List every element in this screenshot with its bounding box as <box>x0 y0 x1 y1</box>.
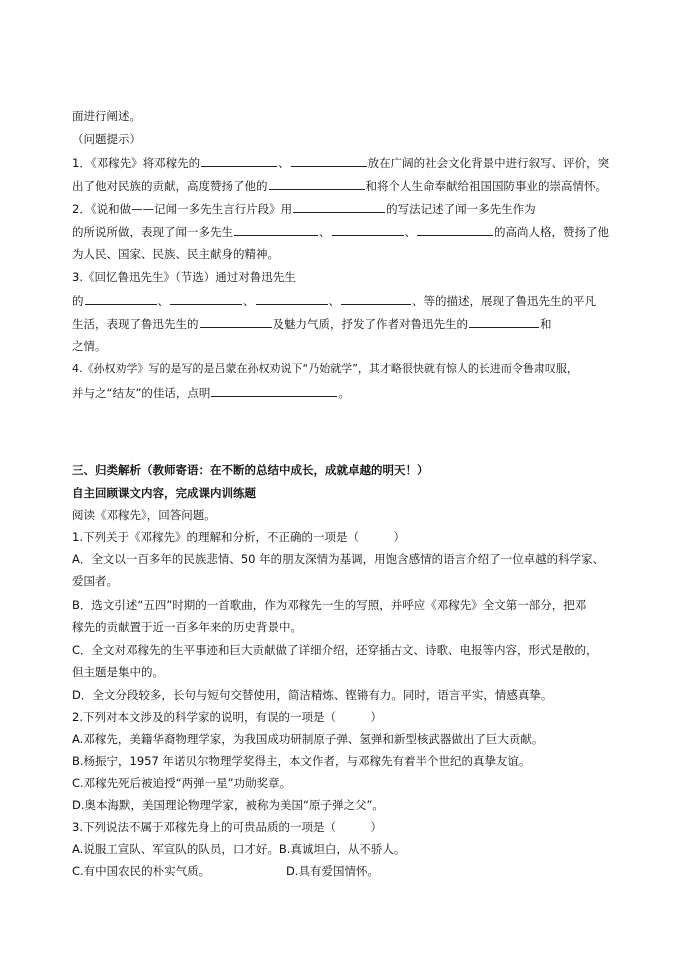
text-line: 面进行阐述。 <box>72 109 141 123</box>
answer-option: C.邓稼先死后被追授“两弹一星”功勋奖章。 <box>72 776 292 790</box>
answer-blank <box>417 223 493 236</box>
answer-option-cont: 但主题是集中的。 <box>72 665 164 679</box>
text-segment: 放在广阔的社会文化背景中进行叙写、评价，突 <box>367 156 610 170</box>
text-segment: 并与之“结友”的佳话，点明 <box>72 386 211 400</box>
text-segment: 和 <box>540 317 552 331</box>
answer-option: D．全文分段较多，长句与短句交替使用，简洁精炼、铿锵有力。同时，语言平实，情感真挚。 <box>72 688 553 702</box>
answer-option-cont: 稼先的贡献置于近一百多年来的历史背景中。 <box>72 620 302 634</box>
text-line: 之情。 <box>72 339 107 353</box>
answer-option: A.说服工宣队、军宣队的队员，口才好。B.真诚坦白，从不骄人。 <box>72 842 406 856</box>
answer-blank <box>269 177 365 190</box>
answer-option: B.杨振宁，1957 年诺贝尔物理学奖得主，本文作者，与邓稼先有着半个世纪的真挚友谊。 <box>72 754 531 768</box>
question-stem: 1.下列关于《邓稼先》的理解和分析，不正确的一项是（ ） <box>72 530 405 544</box>
text-segment: 、 <box>243 294 255 308</box>
text-line: （问题提示） <box>72 132 141 146</box>
text-segment: 生活，表现了鲁迅先生的 <box>72 317 199 331</box>
text-segment: 、 <box>319 225 331 239</box>
reading-prompt: 阅读《邓稼先》，回答问题。 <box>72 508 216 522</box>
answer-option-row <box>72 863 632 879</box>
text-segment: 出了他对民族的贡献，高度赞扬了他的 <box>72 179 268 193</box>
text-segment: 、 <box>157 294 169 308</box>
text-segment: 及魅力气质，抒发了作者对鲁迅先生的 <box>272 317 468 331</box>
text-segment: 1．《邓稼先》将邓稼先的 <box>72 156 201 170</box>
text-segment: 的高尚人格，赞扬了他 <box>494 225 609 239</box>
text-segment: 、 <box>404 225 416 239</box>
answer-blank <box>201 154 277 167</box>
answer-blank <box>332 223 404 236</box>
answer-option-cont: 爱国者。 <box>72 574 118 588</box>
answer-option: D.具有爱国情怀。 <box>286 864 380 878</box>
text-segment: 、 <box>278 156 290 170</box>
text-line <box>72 223 632 240</box>
text-segment: 的写法记述了闻一多先生作为 <box>386 202 536 216</box>
answer-option: A．全文以一百多年的民族悲情、50 年的朋友深情为基调，用饱含感情的语言介绍了一位卓越的科学家、 <box>72 552 605 566</box>
answer-option: D.奥本海默，美国理论物理学家，被称为美国“原子弹之父”。 <box>72 798 384 812</box>
question-stem: 3.下列说法不属于邓稼先身上的可贵品质的一项是（ ） <box>72 820 382 834</box>
answer-option: C.有中国农民的朴实气质。 <box>72 864 211 878</box>
section-heading: 三、归类解析（教师寄语：在不断的总结中成长，成就卓越的明天！） <box>72 463 429 477</box>
text-segment: 的 <box>72 294 84 308</box>
text-line: 为人民、国家、民族、民主献身的精神。 <box>72 247 279 261</box>
text-segment: 、等的描述，展现了鲁迅先生的平凡 <box>412 294 596 308</box>
answer-option: A.邓稼先，美籍华裔物理学家，为我国成功研制原子弹、氢弹和新型核武器做出了巨大贡献。 <box>72 732 544 746</box>
answer-blank <box>291 154 367 167</box>
answer-option: B．选文引述“五四”时期的一首歌曲，作为邓稼先一生的写照，并呼应《邓稼先》全文第一部分，把邓 <box>72 598 587 612</box>
text-line <box>72 292 632 309</box>
question-3-line: 3.《回忆鲁迅先生》（节选）通过对鲁迅先生 <box>72 270 296 284</box>
question-2-line <box>72 200 632 217</box>
text-segment: 2．《说和做——记闻一多先生言行片段》用 <box>72 202 293 216</box>
answer-blank <box>211 384 337 397</box>
answer-blank <box>234 223 318 236</box>
text-segment: 、 <box>328 294 340 308</box>
question-1-line <box>72 154 632 171</box>
text-segment: 的所说所做，表现了闻一多先生 <box>72 225 233 239</box>
answer-option: C．全文对邓稼先的生平事迹和巨大贡献做了详细介绍，还穿插古文、诗歌、电报等内容，形式是散的， <box>72 643 598 657</box>
question-stem: 2.下列对本文涉及的科学家的说明，有误的一项是（ ） <box>72 710 382 724</box>
answer-blank <box>293 200 385 213</box>
answer-blank <box>256 292 328 305</box>
question-4-line: 4.《孙权劝学》写的是写的是吕蒙在孙权劝说下“乃始就学”，其才略很快就有惊人的长进而令鲁肃叹服， <box>72 362 578 375</box>
text-line <box>72 177 632 194</box>
answer-blank <box>170 292 242 305</box>
section-subheading: 自主回顾课文内容，完成课内训练题 <box>72 486 256 500</box>
text-line <box>72 384 632 401</box>
answer-blank <box>200 315 272 328</box>
answer-blank <box>341 292 411 305</box>
text-segment: 和将个人生命奉献给祖国国防事业的崇高情怀。 <box>365 179 607 193</box>
answer-blank <box>85 292 157 305</box>
text-segment: 。 <box>338 386 350 400</box>
text-line <box>72 315 632 332</box>
answer-blank <box>469 315 539 328</box>
